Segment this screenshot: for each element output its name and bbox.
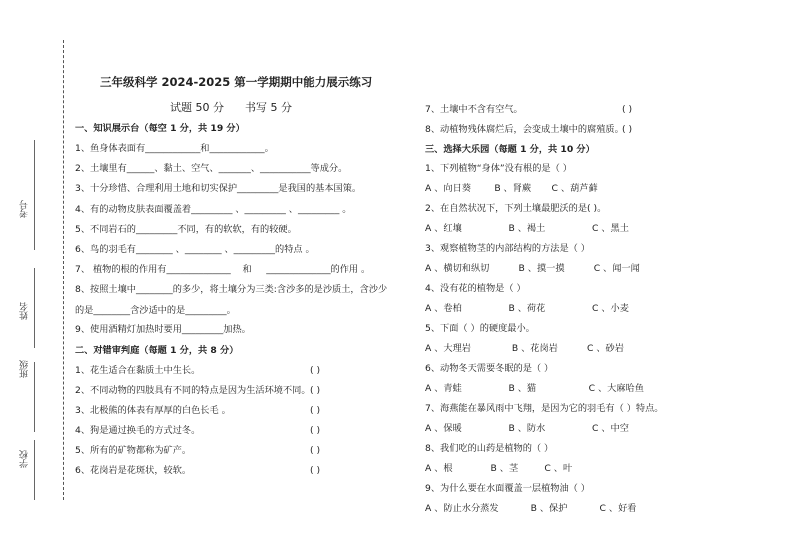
s1-item-3: 3、十分珍惜、合理利用土地和切实保护_________是我国的基本国策。 [75,183,362,194]
section2-title: 二、对错审判庭（每题 1 分，共 8 分） [75,345,239,356]
right-column [425,0,785,560]
s3-q4: 4、没有花的植物是（ ） [425,283,526,294]
s3-q7: 7、海燕能在暴风雨中飞翔，是因为它的羽毛有（ ）特点。 [425,403,664,414]
s2-item-3: 3、北极熊的体表有厚厚的白色长毛 。 [75,405,231,416]
s1-item-8-cont: 的是________含沙适中的是_________。 [75,305,236,316]
s3-q5-options: A 、大理岩 B 、花岗岩 C 、砂岩 [425,343,624,354]
exam-no-line [34,140,35,250]
left-column [75,0,405,560]
s2-answer-blank-1[interactable]: ( ) [310,365,321,376]
name-line [34,268,35,348]
s1-item-4: 4、有的动物皮肤表面覆盖着_________ 、_________ 、_________ 。 [75,204,352,215]
s3-q2-options: A 、红壤 B 、褐土 C 、黑土 [425,223,629,234]
s2-answer-blank-5[interactable]: ( ) [310,445,321,456]
section1-title: 一、知识展示台（每空 1 分，共 19 分） [75,123,245,134]
cut-line [63,40,64,500]
s3-q6: 6、动物冬天需要冬眠的是（ ） [425,363,554,374]
exam-no-label: 考号 [20,200,30,218]
s2-answer-blank-8[interactable]: ( ) [622,124,633,135]
s3-q8: 8、我们吃的山药是植物的（ ） [425,443,554,454]
s3-q1-options: A 、向日葵 B 、肾蕨 C 、葫芦藓 [425,183,598,194]
s3-q7-options: A 、保暖 B 、防水 C 、中空 [425,423,629,434]
s2-answer-blank-4[interactable]: ( ) [310,425,321,436]
name-label: 姓名 [20,302,30,320]
s3-q6-options: A 、青蛙 B 、猫 C 、大麻哈鱼 [425,383,644,394]
page-title: 三年级科学 2024-2025 第一学期期中能力展示练习 [100,75,373,89]
class-label: 班级 [20,360,30,378]
s2-item-5: 5、所有的矿物都称为矿产。 [75,445,192,456]
section3-title: 三、选择大乐园（每题 1 分，共 10 分） [425,144,595,155]
s3-q5: 5、下面（ ）的硬度最小。 [425,323,535,334]
s3-q8-options: A 、根 B 、茎 C 、叶 [425,463,573,474]
s3-q1: 1、下列植物“身体”没有根的是（ ） [425,163,572,174]
s2-answer-blank-2[interactable]: ( ) [310,385,321,396]
binding-margin [0,0,80,560]
s3-q3: 3、观察植物茎的内部结构的方法是（ ） [425,243,590,254]
s2-item-7: 7、土壤中不含有空气。 [425,104,523,115]
s3-q3-options: A 、横切和纵切 B 、摸一摸 C 、闻一闻 [425,263,640,274]
s1-item-5: 5、不同岩石的_________不同，有的软软，有的较硬。 [75,224,297,235]
score-subtitle: 试题 50 分 书写 5 分 [170,101,292,114]
s1-item-9: 9、使用酒精灯加热时要用_________加热。 [75,324,251,335]
s3-q4-options: A 、卷柏 B 、荷花 C 、小麦 [425,303,629,314]
s2-item-4: 4、狗是通过换毛的方式过冬。 [75,425,201,436]
s2-answer-blank-3[interactable]: ( ) [310,405,321,416]
s3-q9-options: A 、防止水分蒸发 B 、保护 C 、好看 [425,503,637,514]
s1-item-6: 6、鸟的羽毛有________ 、________ 、_________的特点 。 [75,244,315,255]
school-label: 学校 [20,450,30,468]
s2-item-8: 8、动植物残体腐烂后，会变成土壤中的腐殖质。 [425,124,624,135]
s2-item-1: 1、花生适合在黏质土中生长。 [75,365,201,376]
class-line [34,362,35,432]
s1-item-2: 2、土壤里有______、黏土、空气、_______、___________等成分。 [75,163,348,174]
s1-item-7: 7、 植物的根的作用有______________ 和 ______________的作用 。 [75,264,371,275]
school-line [34,440,35,500]
s3-q2: 2、在自然状况下，下列土壤最肥沃的是( )。 [425,203,607,214]
s2-item-2: 2、不同动物的四肢具有不同的特点是因为生活环境不同。 [75,385,311,396]
s2-answer-blank-6[interactable]: ( ) [310,465,321,476]
s2-answer-blank-7[interactable]: ( ) [622,104,633,115]
s1-item-8: 8、按照土壤中________的多少，将土壤分为三类:含沙多的是沙质土，含沙少 [75,284,388,295]
s3-q9: 9、为什么要在水面覆盖一层植物油（ ） [425,483,590,494]
s1-item-1: 1、鱼身体表面有____________和____________。 [75,143,274,154]
s2-item-6: 6、花岗岩是花斑状，较软。 [75,465,192,476]
